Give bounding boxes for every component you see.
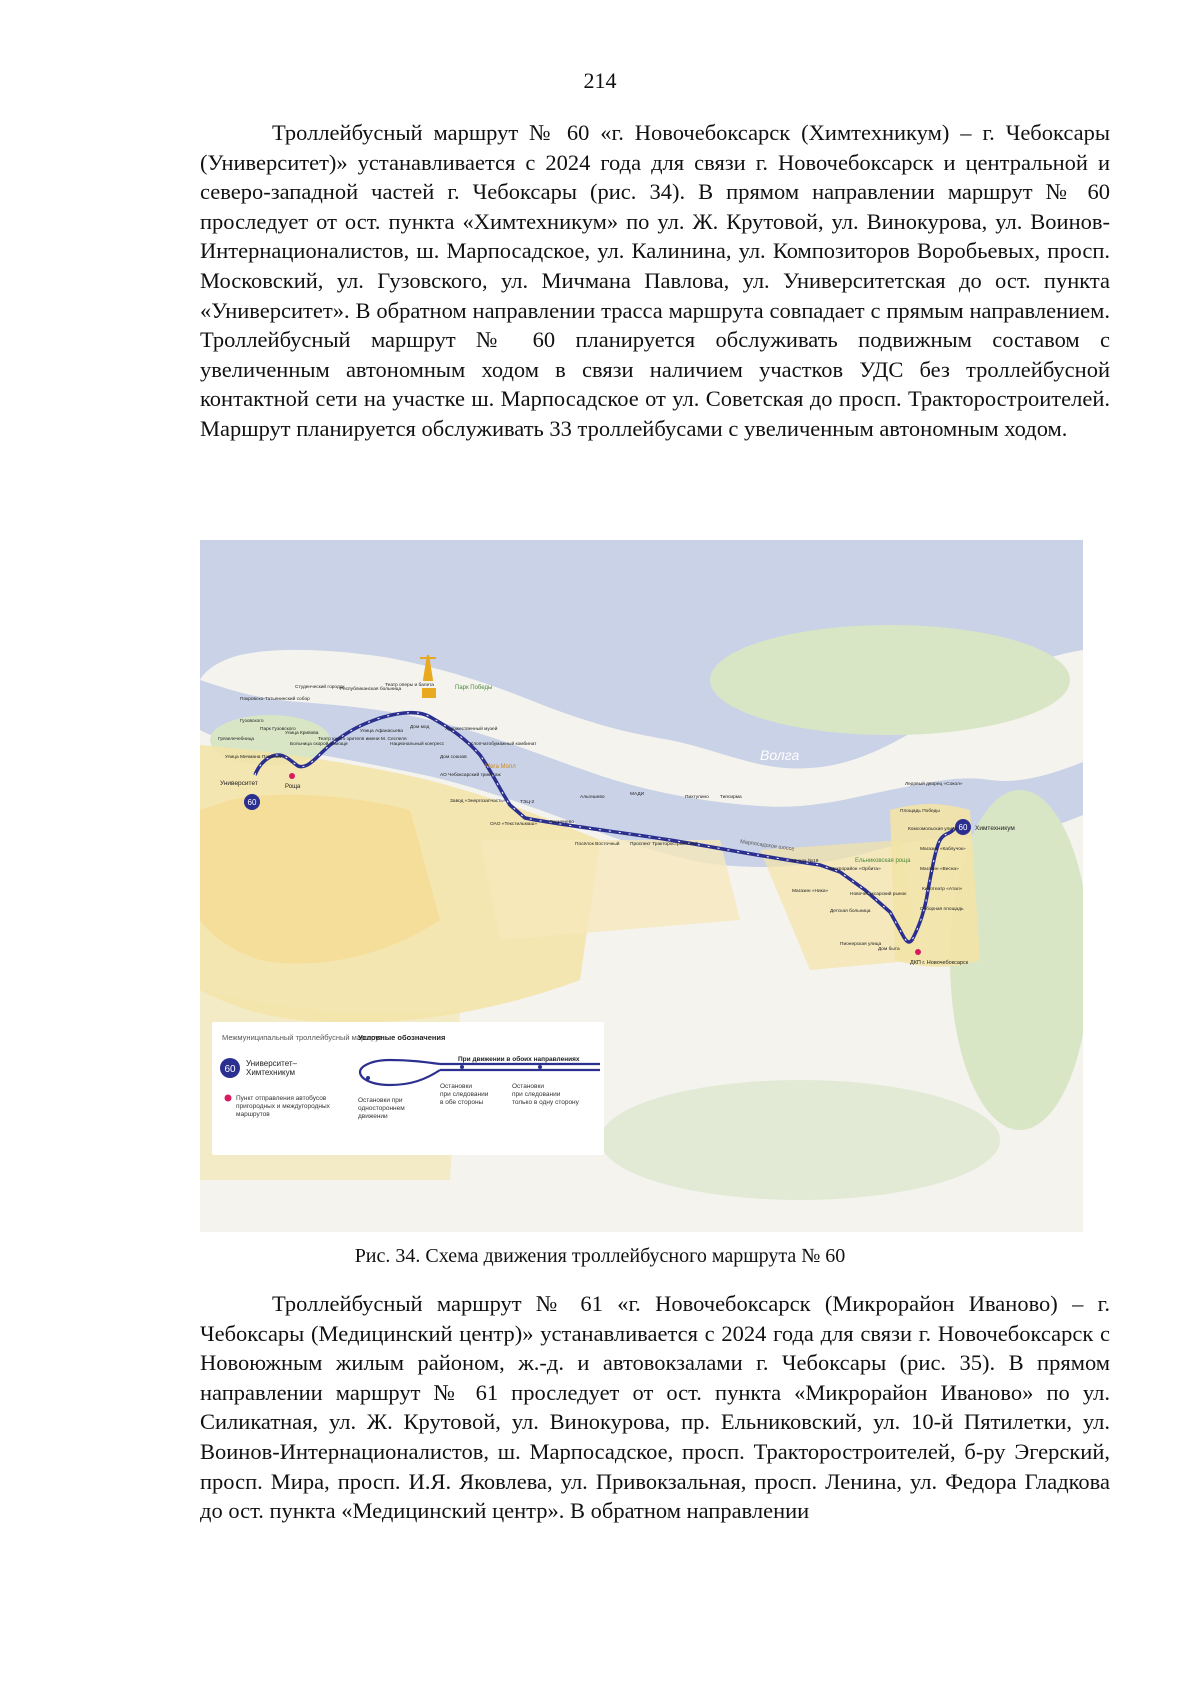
route-number-west: 60 (247, 798, 257, 807)
stop-label: Гремячево (550, 820, 574, 825)
figure-caption: Рис. 34. Схема движения троллейбусного маршрута № 60 (354, 1245, 846, 1267)
stop-label: Кинотеатр «Атал» (922, 887, 963, 892)
legend-bus-marker (225, 1095, 232, 1102)
park-label-victory: Парк Победы (455, 685, 493, 691)
terminal-west-label: Университет (220, 780, 258, 787)
stop-label: Типсирма (720, 795, 742, 800)
stop-label: Республиканская больница (340, 687, 402, 692)
stop-label: АО Чебоксарский трикотаж (440, 773, 501, 778)
legend-box-title: Межмуниципальный троллейбусный маршрут (222, 1033, 383, 1042)
stop-label: Улица Афанасьева (360, 729, 403, 734)
stop-label: Микрорайон «Орбита» (830, 867, 881, 872)
stop-label: Художественный музей (445, 727, 498, 732)
stop-label: Гузовского (240, 719, 264, 724)
stop-label: Грязелечебница (218, 737, 255, 742)
stop-label: Покровско-Татьянинский собор (240, 697, 310, 702)
river-label: Волга (760, 747, 800, 763)
stop-label: Дом быта (878, 947, 900, 952)
legend-both-directions: При движении в обоих направлениях (458, 1056, 580, 1063)
stop-label: МАДИ (630, 792, 645, 797)
legend-one-side-3: только в одну сторону (512, 1099, 579, 1106)
stop-label: Завод «Энергозапчасть» (450, 799, 506, 804)
stop-label: Ледовый дворец «Сокол» (905, 782, 963, 787)
paragraph-route-61: Троллейбусный маршрут № 61 «г. Новочебоксарск (Микрорайон Иваново) – г. Чебоксары (Медицинский центр)» устанавливается с 2024 года для связи г. Новочебоксарск с Новоюжным жилым районом, ж.-д. и автовокзалами г. Чебоксары (рис. 35). В прямом направлении маршрут № 61 проследует от ост. пункта «Микрорайон Иваново» по ул. Силикатная, ул. Ж. Крутовой, ул. Винокурова, пр. Ельниковский, ул. 10-й Пятилетки, ул. Воинов-Интернационалистов, ш. Марпосадское, просп. Тракторостроителей, б-ру Эгерский, просп. Мира, просп. И.Я. Яковлева, ул. Привокзальная, просп. Ленина, ул. Федора Гладкова до ост. пункта «Медицинский центр». В обратном направлении (200, 1291, 1110, 1524)
stop-label: Театр юного зрителя имени М. Сеспеля (318, 737, 407, 742)
stop-label: Больница скорой помощи (290, 742, 348, 747)
stop-label: Пихтулино (685, 795, 709, 800)
legend-one-way-2: одностороннем (358, 1105, 405, 1112)
legend-one-side-dot (538, 1065, 542, 1069)
legend-both-sides-1: Остановки (440, 1083, 472, 1090)
page-number: 214 (583, 68, 617, 93)
bus-depot-label-2: ДКП г. Новочебоксарск (910, 960, 969, 966)
stop-label: Комсомольская улица (908, 827, 958, 832)
urban-center (200, 795, 440, 964)
legend-route-number: 60 (224, 1064, 236, 1075)
route-map (200, 540, 1083, 1232)
green-area-south (600, 1080, 1000, 1200)
terminal-east-label: Химтехникум (975, 825, 1015, 832)
stop-label: Парк Гузовского (260, 727, 296, 732)
stop-label: Детская больница (830, 909, 871, 914)
stop-label: Новочебоксарский рынок (850, 892, 907, 897)
green-area-north (710, 625, 1070, 735)
bus-depot-marker-1 (289, 773, 295, 779)
map-legend (212, 1022, 604, 1155)
legend-conventions-title: Условные обозначения (358, 1033, 446, 1042)
bus-depot-marker-2 (915, 949, 921, 955)
route-map-figure (200, 540, 1083, 1232)
park-label-grove: Ельниковская роща (855, 858, 911, 864)
theatre-icon (422, 688, 436, 698)
stop-label: ТЭЦ-2 (520, 800, 535, 805)
stop-label: Улица Кривова (285, 731, 319, 736)
legend-route-name-2: Химтехникум (246, 1068, 296, 1077)
paragraph-route-60: Троллейбусный маршрут № 60 «г. Новочебоксарск (Химтехникум) – г. Чебоксары (Университет)» устанавливается с 2024 года для связи г. Новочебоксарск и центральной и северо-западной частей г. Чебоксары (рис. 34). В прямом направлении маршрут № 60 проследует от ост. пункта «Химтехникум» по ул. Ж. Крутовой, ул. Винокурова, ул. Воинов-Интернационалистов, ш. Марпосадское, ул. Калинина, ул. Композиторов Воробьевых, просп. Московский, ул. Гузовского, ул. Мичмана Павлова, ул. Университетская до ост. пункта «Университет». В обратном направлении трасса маршрута совпадает с прямым направлением. Троллейбусный маршрут № 60 планируется обслуживать подвижным составом с увеличенным автономным ходом в связи наличием участков УДС без троллейбусной контактной сети на участке ш. Марпосадское от ул. Советская до просп. Тракторостроителей. Маршрут планируется обслуживать 33 троллейбусами с увеличенным автономным ходом. (200, 120, 1110, 441)
stop-label: Национальный конгресс (390, 742, 445, 747)
stop-label: Улица Мичмана Павлова (225, 755, 281, 760)
legend-route-name-1: Университет– (246, 1059, 298, 1068)
stop-label: Магазин «Весна» (920, 867, 959, 872)
legend-one-way-1: Остановки при (358, 1097, 403, 1104)
stop-label: Дом мод (410, 725, 430, 730)
legend-one-way-3: движении (358, 1113, 388, 1120)
stop-label: Магазин «Ника» (792, 889, 829, 894)
stop-label: Студенческий городок (295, 685, 345, 690)
legend-bus-3: маршрутов (236, 1111, 270, 1118)
stop-label: Площадь Победы (900, 809, 940, 814)
legend-both-sides-dot (460, 1065, 464, 1069)
legend-both-sides-3: в обе стороны (440, 1099, 484, 1106)
stop-label: Магазин «Каблучок» (920, 847, 966, 852)
stop-label: Театр оперы и балета (385, 683, 434, 688)
stop-label: Пионерская улица (840, 942, 882, 947)
road-label: Марпосадское шоссе (739, 839, 795, 853)
bus-depot-label-1: Роща (285, 784, 301, 790)
legend-bus-1: Пункт отправления автобусов (236, 1095, 327, 1102)
stop-label: Хлопчатобумажный комбинат (470, 742, 537, 747)
legend-both-sides-2: при следовании (440, 1091, 489, 1098)
stop-label: Альгешево (580, 795, 605, 800)
stop-label: Дом союзов (440, 755, 467, 760)
route-number-east: 60 (958, 823, 968, 832)
stop-label: ОАО «Текстильмаш» (490, 822, 537, 827)
stop-label: Проспект Тракторостроителей (630, 842, 698, 847)
mall-label: Мега Молл (485, 764, 516, 770)
legend-one-side-2: при следовании (512, 1091, 561, 1098)
legend-one-side-1: Остановки (512, 1083, 544, 1090)
legend-one-way-dot (366, 1076, 370, 1080)
legend-bus-2: пригородных и междугородных (236, 1103, 330, 1110)
stop-label: Посёлок Восточный (575, 842, 620, 847)
stop-label: Соборная площадь (920, 907, 964, 912)
stop-label: Школа №19 (792, 859, 819, 864)
